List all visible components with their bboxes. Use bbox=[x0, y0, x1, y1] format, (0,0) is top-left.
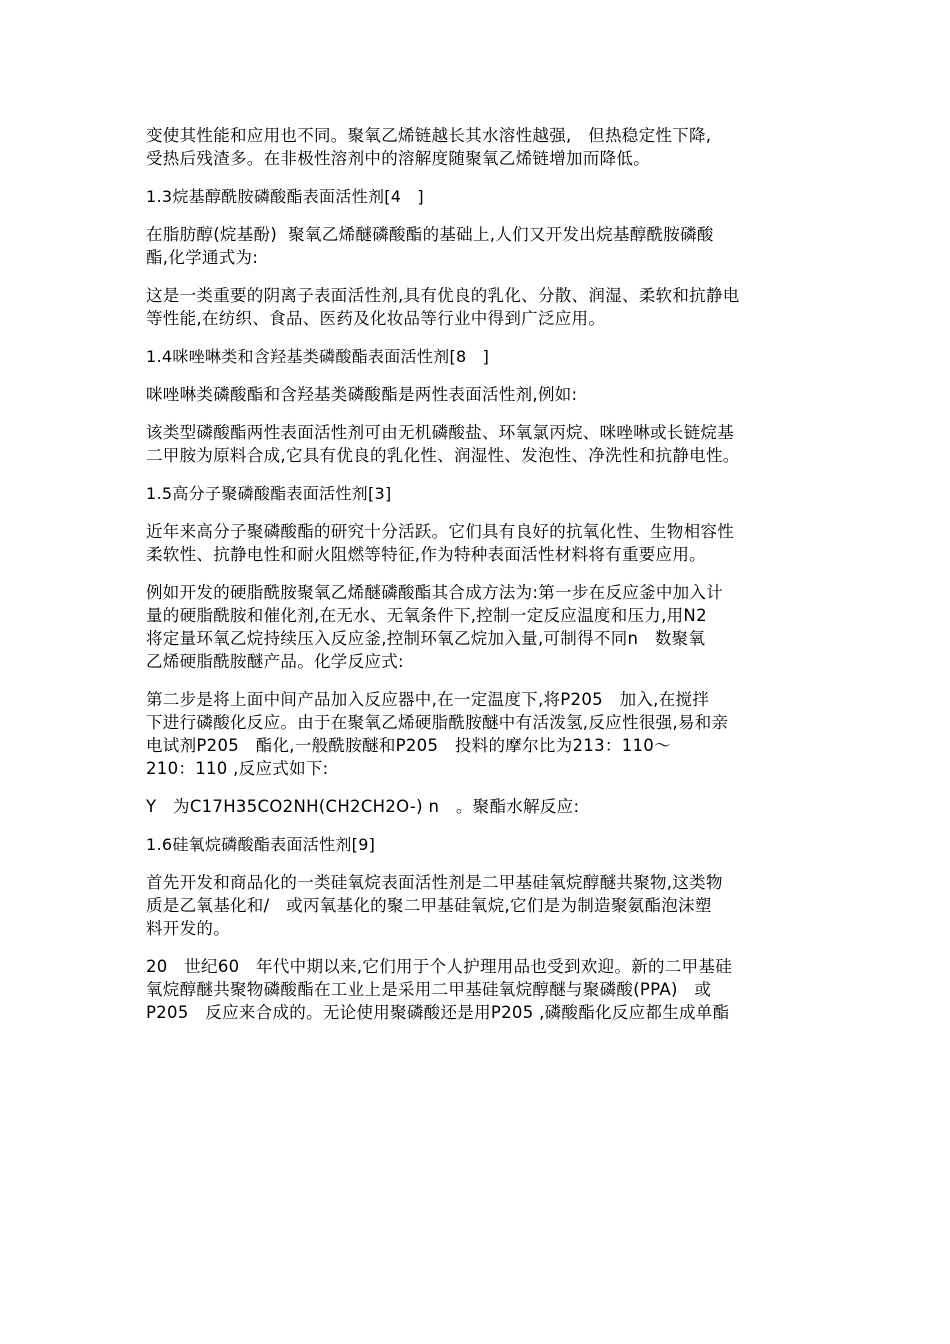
text-line: 二甲胺为原料合成,它具有优良的乳化性、润湿性、发泡性、净洗性和抗静电性。 bbox=[146, 446, 740, 465]
paragraph bbox=[146, 223, 814, 269]
text-line: 变使其性能和应用也不同。聚氧乙烯链越长其水溶性越强, 但热稳定性下降, bbox=[146, 126, 712, 145]
document-page bbox=[146, 124, 814, 1039]
section-heading bbox=[146, 482, 814, 505]
text-line: 乙烯硬脂酰胺醚产品。化学反应式: bbox=[146, 652, 404, 671]
paragraph bbox=[146, 581, 814, 673]
text-line: 这是一类重要的阴离子表面活性剂,具有优良的乳化、分散、润湿、柔软和抗静电 bbox=[146, 286, 740, 305]
text-line: 柔软性、抗静电性和耐火阻燃等特征,作为特种表面活性材料将有重要应用。 bbox=[146, 545, 706, 564]
text-line: 该类型磷酸酯两性表面活性剂可由无机磷酸盐、环氧氯丙烷、咪唑啉或长链烷基 bbox=[146, 423, 734, 442]
text-line: 量的硬脂酰胺和催化剂,在无水、无氧条件下,控制一定反应温度和压力,用N2 bbox=[146, 606, 707, 625]
text-line: 氧烷醇醚共聚物磷酸酯在工业上是采用二甲基硅氧烷醇醚与聚磷酸(PPA) 或 bbox=[146, 980, 712, 999]
section-heading bbox=[146, 833, 814, 856]
text-line: Y 为C17H35CO2NH(CH2CH2O-) n 。聚酯水解反应: bbox=[146, 797, 580, 816]
paragraph bbox=[146, 955, 814, 1024]
section-heading bbox=[146, 345, 814, 368]
text-line: 1.4咪唑啉类和含羟基类磷酸酯表面活性剂[8 ] bbox=[146, 347, 490, 366]
text-line: 例如开发的硬脂酰胺聚氧乙烯醚磷酸酯其合成方法为:第一步在反应釜中加入计 bbox=[146, 583, 724, 602]
text-line: P205 反应来合成的。无论使用聚磷酸还是用P205 ,磷酸酯化反应都生成单酯 bbox=[146, 1003, 730, 1022]
text-line: 1.5高分子聚磷酸酯表面活性剂[3] bbox=[146, 484, 392, 503]
text-line: 20 世纪60 年代中期以来,它们用于个人护理用品也受到欢迎。新的二甲基硅 bbox=[146, 957, 733, 976]
paragraph bbox=[146, 421, 814, 467]
text-line: 210：110 ,反应式如下: bbox=[146, 759, 329, 778]
paragraph bbox=[146, 871, 814, 940]
text-line: 在脂肪醇(烷基酚) 聚氧乙烯醚磷酸酯的基础上,人们又开发出烷基醇酰胺磷酸 bbox=[146, 225, 714, 244]
paragraph bbox=[146, 520, 814, 566]
paragraph bbox=[146, 124, 814, 170]
text-line: 咪唑啉类磷酸酯和含羟基类磷酸酯是两性表面活性剂,例如: bbox=[146, 385, 578, 404]
text-line: 受热后残渣多。在非极性溶剂中的溶解度随聚氧乙烯链增加而降低。 bbox=[146, 149, 650, 168]
text-line: 首先开发和商品化的一类硅氧烷表面活性剂是二甲基硅氧烷醇醚共聚物,这类物 bbox=[146, 873, 723, 892]
text-line: 1.6硅氧烷磷酸酯表面活性剂[9] bbox=[146, 835, 376, 854]
paragraph bbox=[146, 284, 814, 330]
text-line: 第二步是将上面中间产品加入反应器中,在一定温度下,将P205 加入,在搅拌 bbox=[146, 690, 710, 709]
text-line: 将定量环氧乙烷持续压入反应釜,控制环氧乙烷加入量,可制得不同n 数聚氧 bbox=[146, 629, 706, 648]
text-line: 下进行磷酸化反应。由于在聚氧乙烯硬脂酰胺醚中有活泼氢,反应性很强,易和亲 bbox=[146, 713, 729, 732]
paragraph bbox=[146, 383, 814, 406]
paragraph bbox=[146, 688, 814, 780]
paragraph bbox=[146, 795, 814, 818]
text-line: 料开发的。 bbox=[146, 919, 230, 938]
text-line: 电试剂P205 酯化,一般酰胺醚和P205 投料的摩尔比为213：110～ bbox=[146, 736, 671, 755]
text-line: 1.3烷基醇酰胺磷酸酯表面活性剂[4 ] bbox=[146, 187, 424, 206]
text-line: 酯,化学通式为: bbox=[146, 248, 259, 267]
text-line: 等性能,在纺织、食品、医药及化妆品等行业中得到广泛应用。 bbox=[146, 309, 606, 328]
text-line: 质是乙氧基化和/ 或丙氧基化的聚二甲基硅氧烷,它们是为制造聚氨酯泡沫塑 bbox=[146, 896, 712, 915]
section-heading bbox=[146, 185, 814, 208]
text-line: 近年来高分子聚磷酸酯的研究十分活跃。它们具有良好的抗氧化性、生物相容性 bbox=[146, 522, 734, 541]
